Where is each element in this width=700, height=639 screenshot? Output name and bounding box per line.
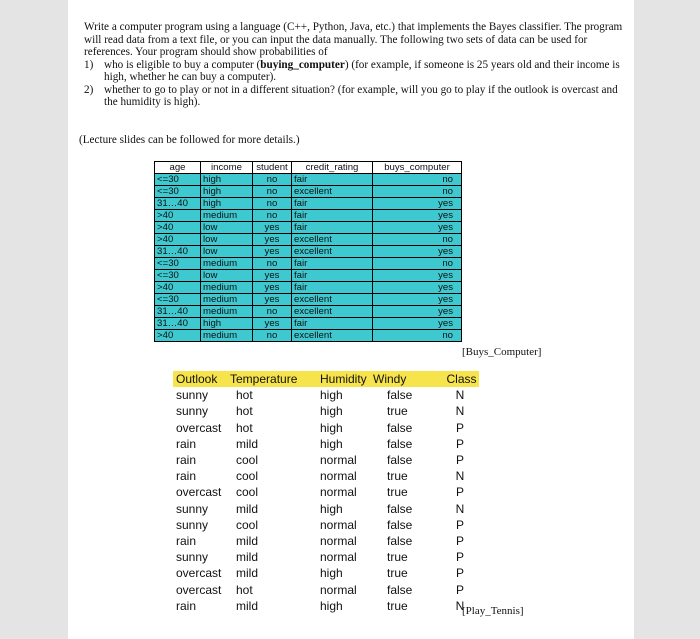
column-header-credit-rating: credit_rating bbox=[292, 162, 373, 174]
cell-class: P bbox=[455, 485, 464, 500]
cell-income: medium bbox=[201, 258, 253, 270]
cell-windy: false bbox=[387, 388, 413, 403]
cell-class: P bbox=[455, 566, 464, 581]
cell-student: no bbox=[253, 258, 292, 270]
table-row bbox=[173, 501, 479, 517]
cell-humidity: normal bbox=[320, 534, 357, 549]
cell-buys-computer: yes bbox=[373, 282, 462, 294]
cell-student: no bbox=[253, 306, 292, 318]
cell-credit-rating: fair bbox=[292, 258, 373, 270]
cell-windy: false bbox=[387, 517, 413, 532]
cell-class: P bbox=[455, 582, 464, 597]
cell-age: <=30 bbox=[155, 294, 201, 306]
cell-temperature: cool bbox=[236, 469, 259, 484]
cell-credit-rating: fair bbox=[292, 198, 373, 210]
cell-age: 31…40 bbox=[155, 246, 201, 258]
cell-temperature: hot bbox=[236, 388, 253, 403]
cell-outlook: rain bbox=[176, 598, 197, 613]
table-row bbox=[155, 246, 462, 258]
cell-windy: true bbox=[387, 598, 408, 613]
cell-temperature: mild bbox=[236, 550, 259, 565]
table-row bbox=[173, 582, 479, 598]
column-header-temperature: Temperature bbox=[230, 371, 320, 387]
cell-temperature: mild bbox=[236, 598, 259, 613]
cell-student: no bbox=[253, 198, 292, 210]
cell-income: medium bbox=[201, 330, 253, 342]
cell-class: P bbox=[455, 517, 464, 532]
table-row bbox=[155, 258, 462, 270]
table-row bbox=[155, 330, 462, 342]
cell-buys-computer: yes bbox=[373, 318, 462, 330]
cell-credit-rating: fair bbox=[292, 318, 373, 330]
table-row bbox=[155, 318, 462, 330]
cell-student: yes bbox=[253, 246, 292, 258]
cell-age: >40 bbox=[155, 222, 201, 234]
cell-humidity: high bbox=[320, 404, 343, 419]
cell-income: medium bbox=[201, 294, 253, 306]
cell-windy: false bbox=[387, 582, 413, 597]
cell-student: yes bbox=[253, 222, 292, 234]
cell-income: medium bbox=[201, 210, 253, 222]
question-text-after: ) (for example, if someone is 25 years old and their income is high, whether he can buy a computer). bbox=[104, 58, 620, 83]
cell-age: <=30 bbox=[155, 174, 201, 186]
cell-temperature: hot bbox=[236, 404, 253, 419]
cell-humidity: normal bbox=[320, 582, 357, 597]
buys-computer-table bbox=[154, 161, 462, 342]
cell-age: <=30 bbox=[155, 270, 201, 282]
cell-income: low bbox=[201, 246, 253, 258]
table-row bbox=[173, 452, 479, 468]
cell-temperature: hot bbox=[236, 420, 253, 435]
column-header-buys-computer: buys_computer bbox=[373, 162, 462, 174]
cell-outlook: rain bbox=[176, 436, 197, 451]
cell-windy: true bbox=[387, 485, 408, 500]
cell-class: P bbox=[455, 436, 464, 451]
table-row bbox=[155, 222, 462, 234]
question-text-before: whether to go to play or not in a different situation? (for example, will you go to play if the outlook is overcast and the humidity is high). bbox=[104, 83, 618, 108]
table-row bbox=[173, 387, 479, 403]
column-header-humidity: Humidity bbox=[320, 371, 373, 387]
cell-outlook: sunny bbox=[176, 517, 209, 532]
cell-credit-rating: fair bbox=[292, 222, 373, 234]
cell-windy: true bbox=[387, 566, 408, 581]
play-tennis-caption: [Play_Tennis] bbox=[462, 605, 524, 617]
table-row bbox=[155, 198, 462, 210]
cell-income: low bbox=[201, 222, 253, 234]
cell-student: no bbox=[253, 186, 292, 198]
question-text-before: who is eligible to buy a computer ( bbox=[104, 58, 261, 71]
table-row bbox=[173, 403, 479, 419]
cell-outlook: sunny bbox=[176, 501, 209, 516]
column-header-income: income bbox=[201, 162, 253, 174]
cell-outlook: sunny bbox=[176, 550, 209, 565]
cell-student: no bbox=[253, 174, 292, 186]
cell-outlook: overcast bbox=[176, 485, 222, 500]
cell-humidity: normal bbox=[320, 469, 357, 484]
cell-credit-rating: excellent bbox=[292, 246, 373, 258]
cell-humidity: high bbox=[320, 598, 343, 613]
cell-age: >40 bbox=[155, 330, 201, 342]
cell-credit-rating: fair bbox=[292, 282, 373, 294]
cell-humidity: high bbox=[320, 388, 343, 403]
cell-windy: false bbox=[387, 534, 413, 549]
cell-buys-computer: no bbox=[373, 258, 462, 270]
cell-buys-computer: yes bbox=[373, 294, 462, 306]
table-header-row bbox=[155, 162, 462, 174]
play-tennis-body bbox=[173, 387, 479, 614]
table-row bbox=[155, 210, 462, 222]
cell-temperature: hot bbox=[236, 582, 253, 597]
cell-income: medium bbox=[201, 282, 253, 294]
cell-humidity: normal bbox=[320, 550, 357, 565]
cell-humidity: high bbox=[320, 501, 343, 516]
column-header-outlook: Outlook bbox=[173, 371, 230, 387]
cell-class: N bbox=[455, 598, 465, 613]
cell-income: low bbox=[201, 234, 253, 246]
cell-age: 31…40 bbox=[155, 198, 201, 210]
table-row bbox=[173, 549, 479, 565]
table-row bbox=[173, 436, 479, 452]
table-row bbox=[173, 565, 479, 581]
cell-class: N bbox=[455, 501, 465, 516]
cell-outlook: overcast bbox=[176, 566, 222, 581]
table-row bbox=[173, 517, 479, 533]
question-item bbox=[84, 84, 629, 109]
cell-windy: false bbox=[387, 453, 413, 468]
table-row bbox=[155, 270, 462, 282]
cell-income: high bbox=[201, 174, 253, 186]
cell-credit-rating: excellent bbox=[292, 330, 373, 342]
play-tennis-table bbox=[173, 371, 479, 614]
table-row bbox=[173, 598, 479, 614]
cell-humidity: high bbox=[320, 436, 343, 451]
cell-outlook: overcast bbox=[176, 420, 222, 435]
cell-class: N bbox=[455, 469, 465, 484]
cell-outlook: sunny bbox=[176, 404, 209, 419]
question-bold-term: buying_computer bbox=[260, 58, 345, 71]
intro-paragraph: Write a computer program using a language (C++, Python, Java, etc.) that implements the Bayes classifier. The program will read data from a text file, or you can input the data manually. The following two sets of data can be used for references. Your program should show probabilities of bbox=[84, 21, 623, 58]
cell-buys-computer: yes bbox=[373, 270, 462, 282]
buys-computer-caption: [Buys_Computer] bbox=[462, 346, 542, 358]
cell-income: high bbox=[201, 198, 253, 210]
cell-student: yes bbox=[253, 270, 292, 282]
cell-income: low bbox=[201, 270, 253, 282]
cell-income: high bbox=[201, 318, 253, 330]
cell-windy: false bbox=[387, 420, 413, 435]
cell-student: yes bbox=[253, 318, 292, 330]
table-row bbox=[173, 420, 479, 436]
cell-buys-computer: yes bbox=[373, 246, 462, 258]
table-row bbox=[155, 234, 462, 246]
cell-outlook: overcast bbox=[176, 582, 222, 597]
cell-age: >40 bbox=[155, 234, 201, 246]
cell-student: yes bbox=[253, 282, 292, 294]
cell-outlook: rain bbox=[176, 469, 197, 484]
cell-class: P bbox=[455, 453, 464, 468]
cell-temperature: cool bbox=[236, 485, 259, 500]
cell-age: >40 bbox=[155, 282, 201, 294]
cell-buys-computer: yes bbox=[373, 198, 462, 210]
cell-class: N bbox=[455, 404, 465, 419]
cell-buys-computer: yes bbox=[373, 306, 462, 318]
question-list bbox=[84, 59, 629, 109]
table-row bbox=[173, 468, 479, 484]
cell-outlook: rain bbox=[176, 453, 197, 468]
table-row bbox=[173, 484, 479, 500]
cell-temperature: mild bbox=[236, 436, 259, 451]
cell-credit-rating: excellent bbox=[292, 234, 373, 246]
cell-credit-rating: fair bbox=[292, 210, 373, 222]
cell-income: medium bbox=[201, 306, 253, 318]
question-item bbox=[84, 59, 629, 84]
cell-student: yes bbox=[253, 234, 292, 246]
column-header-windy: Windy bbox=[373, 371, 441, 387]
cell-student: no bbox=[253, 210, 292, 222]
cell-age: <=30 bbox=[155, 258, 201, 270]
cell-temperature: mild bbox=[236, 501, 259, 516]
cell-student: no bbox=[253, 330, 292, 342]
cell-credit-rating: fair bbox=[292, 174, 373, 186]
cell-class: P bbox=[455, 534, 464, 549]
cell-class: P bbox=[455, 550, 464, 565]
cell-credit-rating: excellent bbox=[292, 294, 373, 306]
table-row bbox=[155, 294, 462, 306]
cell-windy: true bbox=[387, 469, 408, 484]
cell-income: high bbox=[201, 186, 253, 198]
cell-buys-computer: no bbox=[373, 234, 462, 246]
table-header-row bbox=[173, 371, 479, 387]
cell-student: yes bbox=[253, 294, 292, 306]
cell-windy: true bbox=[387, 404, 408, 419]
table-row bbox=[155, 186, 462, 198]
cell-humidity: normal bbox=[320, 485, 357, 500]
column-header-class: Class bbox=[441, 371, 479, 387]
column-header-age: age bbox=[155, 162, 201, 174]
cell-outlook: rain bbox=[176, 534, 197, 549]
cell-buys-computer: no bbox=[373, 174, 462, 186]
question-number: 2) bbox=[84, 83, 94, 96]
cell-buys-computer: no bbox=[373, 186, 462, 198]
cell-temperature: cool bbox=[236, 453, 259, 468]
cell-humidity: high bbox=[320, 420, 343, 435]
lecture-note: (Lecture slides can be followed for more details.) bbox=[79, 134, 300, 146]
cell-windy: false bbox=[387, 436, 413, 451]
cell-credit-rating: excellent bbox=[292, 186, 373, 198]
cell-buys-computer: yes bbox=[373, 210, 462, 222]
cell-buys-computer: no bbox=[373, 330, 462, 342]
cell-class: P bbox=[455, 420, 464, 435]
question-number: 1) bbox=[84, 58, 94, 71]
cell-age: 31…40 bbox=[155, 318, 201, 330]
cell-humidity: normal bbox=[320, 517, 357, 532]
buys-computer-body bbox=[155, 174, 462, 342]
cell-humidity: normal bbox=[320, 453, 357, 468]
cell-credit-rating: excellent bbox=[292, 306, 373, 318]
cell-temperature: mild bbox=[236, 534, 259, 549]
table-row bbox=[173, 533, 479, 549]
table-row bbox=[155, 306, 462, 318]
cell-temperature: cool bbox=[236, 517, 259, 532]
cell-temperature: mild bbox=[236, 566, 259, 581]
cell-class: N bbox=[455, 388, 465, 403]
assignment-text bbox=[84, 21, 629, 109]
cell-outlook: sunny bbox=[176, 388, 209, 403]
cell-windy: false bbox=[387, 501, 413, 516]
table-row bbox=[155, 174, 462, 186]
cell-humidity: high bbox=[320, 566, 343, 581]
cell-credit-rating: fair bbox=[292, 270, 373, 282]
cell-age: 31…40 bbox=[155, 306, 201, 318]
cell-windy: true bbox=[387, 550, 408, 565]
cell-age: <=30 bbox=[155, 186, 201, 198]
column-header-student: student bbox=[253, 162, 292, 174]
cell-buys-computer: yes bbox=[373, 222, 462, 234]
cell-age: >40 bbox=[155, 210, 201, 222]
table-row bbox=[155, 282, 462, 294]
